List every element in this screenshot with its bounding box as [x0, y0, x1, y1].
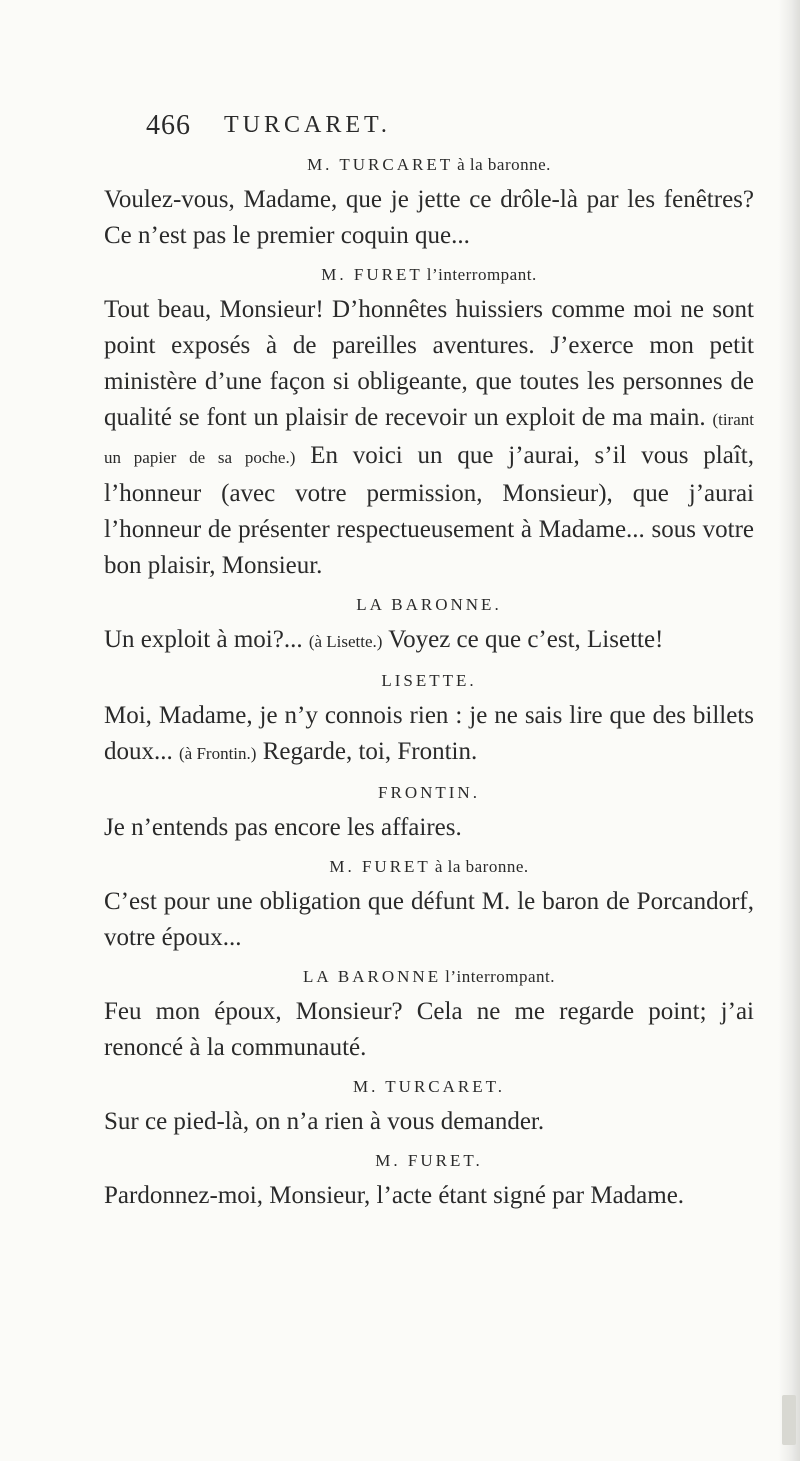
speech-text: C’est pour une obligation que défunt M. le baron de Porcandorf, votre époux... [104, 888, 754, 951]
speaker-direction: à la baronne. [457, 155, 551, 174]
speech-paragraph [104, 1104, 754, 1140]
speech-text: Un exploit à moi?... [104, 626, 309, 653]
speaker-heading [104, 776, 754, 810]
speaker-heading [104, 588, 754, 622]
speech-text: Feu mon époux, Monsieur? Cela ne me regarde point; j’ai renoncé à la communauté. [104, 998, 754, 1061]
speech-text: Pardonnez-moi, Monsieur, l’acte étant signé par Madame. [104, 1182, 685, 1209]
speaker-heading [104, 148, 754, 182]
play-text [104, 148, 754, 1218]
speech-text: En voici un que j’aurai, s’il vous plaît, l’honneur (avec votre permission, Monsieur), que j’aurai l’honneur de présenter respectueusement à Madame... sous votre bon plaisir, Monsieur. [104, 442, 754, 579]
speaker-heading [104, 1144, 754, 1178]
speaker-direction: à la baronne. [434, 857, 529, 876]
speech-paragraph [104, 884, 754, 956]
speech-paragraph [104, 1178, 754, 1214]
speech-text: Voyez ce que c’est, Lisette! [382, 626, 664, 653]
speaker-name: M. TURCARET [307, 155, 454, 174]
speaker-direction: l’interrompant. [426, 265, 537, 284]
running-head: TURCARET. [224, 112, 391, 138]
speech-paragraph [104, 994, 754, 1066]
speaker-direction: l’interrompant. [445, 967, 556, 986]
speaker-name: M. TURCARET. [352, 1077, 506, 1096]
stage-direction: (à Frontin.) [179, 744, 257, 763]
speaker-name: LA BARONNE. [356, 595, 502, 614]
speech-paragraph [104, 292, 754, 584]
speaker-name: LA BARONNE [302, 967, 442, 986]
speech-paragraph [104, 698, 754, 772]
page-edge-shadow [778, 0, 800, 1461]
page-header [146, 110, 746, 150]
speech-paragraph [104, 182, 754, 254]
speaker-heading [104, 258, 754, 292]
page-number: 466 [146, 110, 191, 141]
speech-paragraph [104, 810, 754, 846]
speech-paragraph [104, 622, 754, 660]
speaker-name: M. FURET. [375, 1151, 483, 1170]
speaker-name: M. FURET [329, 857, 431, 876]
speaker-name: LISETTE. [381, 671, 477, 690]
page-edge-mark [782, 1395, 796, 1445]
stage-direction: (à Lisette.) [308, 632, 383, 651]
speaker-name: M. FURET [321, 265, 423, 284]
speech-text: Sur ce pied-là, on n’a rien à vous demander. [104, 1108, 545, 1135]
speaker-heading [104, 1070, 754, 1104]
speech-text: Voulez-vous, Madame, que je jette ce drôle-là par les fenêtres? Ce n’est pas le premier coquin que... [104, 186, 754, 249]
stage-direction: (tirant un papier de sa poche.) [104, 410, 754, 467]
speech-text: Tout beau, Monsieur! D’honnêtes huissiers comme moi ne sont point exposés à de pareilles aventures. J’exerce mon petit ministère d’une façon si obligeante, que toutes les personnes de qualité se font un plaisir de recevoir un exploit de ma main. [104, 296, 754, 431]
speaker-heading [104, 850, 754, 884]
speech-text: Regarde, toi, Frontin. [256, 738, 478, 765]
speech-text: Moi, Madame, je n’y connois rien : je ne sais lire que des billets doux... [104, 702, 754, 765]
speaker-heading [104, 664, 754, 698]
speech-text: Je n’entends pas encore les affaires. [104, 814, 462, 841]
speaker-heading [104, 960, 754, 994]
speaker-name: FRONTIN. [378, 783, 480, 802]
